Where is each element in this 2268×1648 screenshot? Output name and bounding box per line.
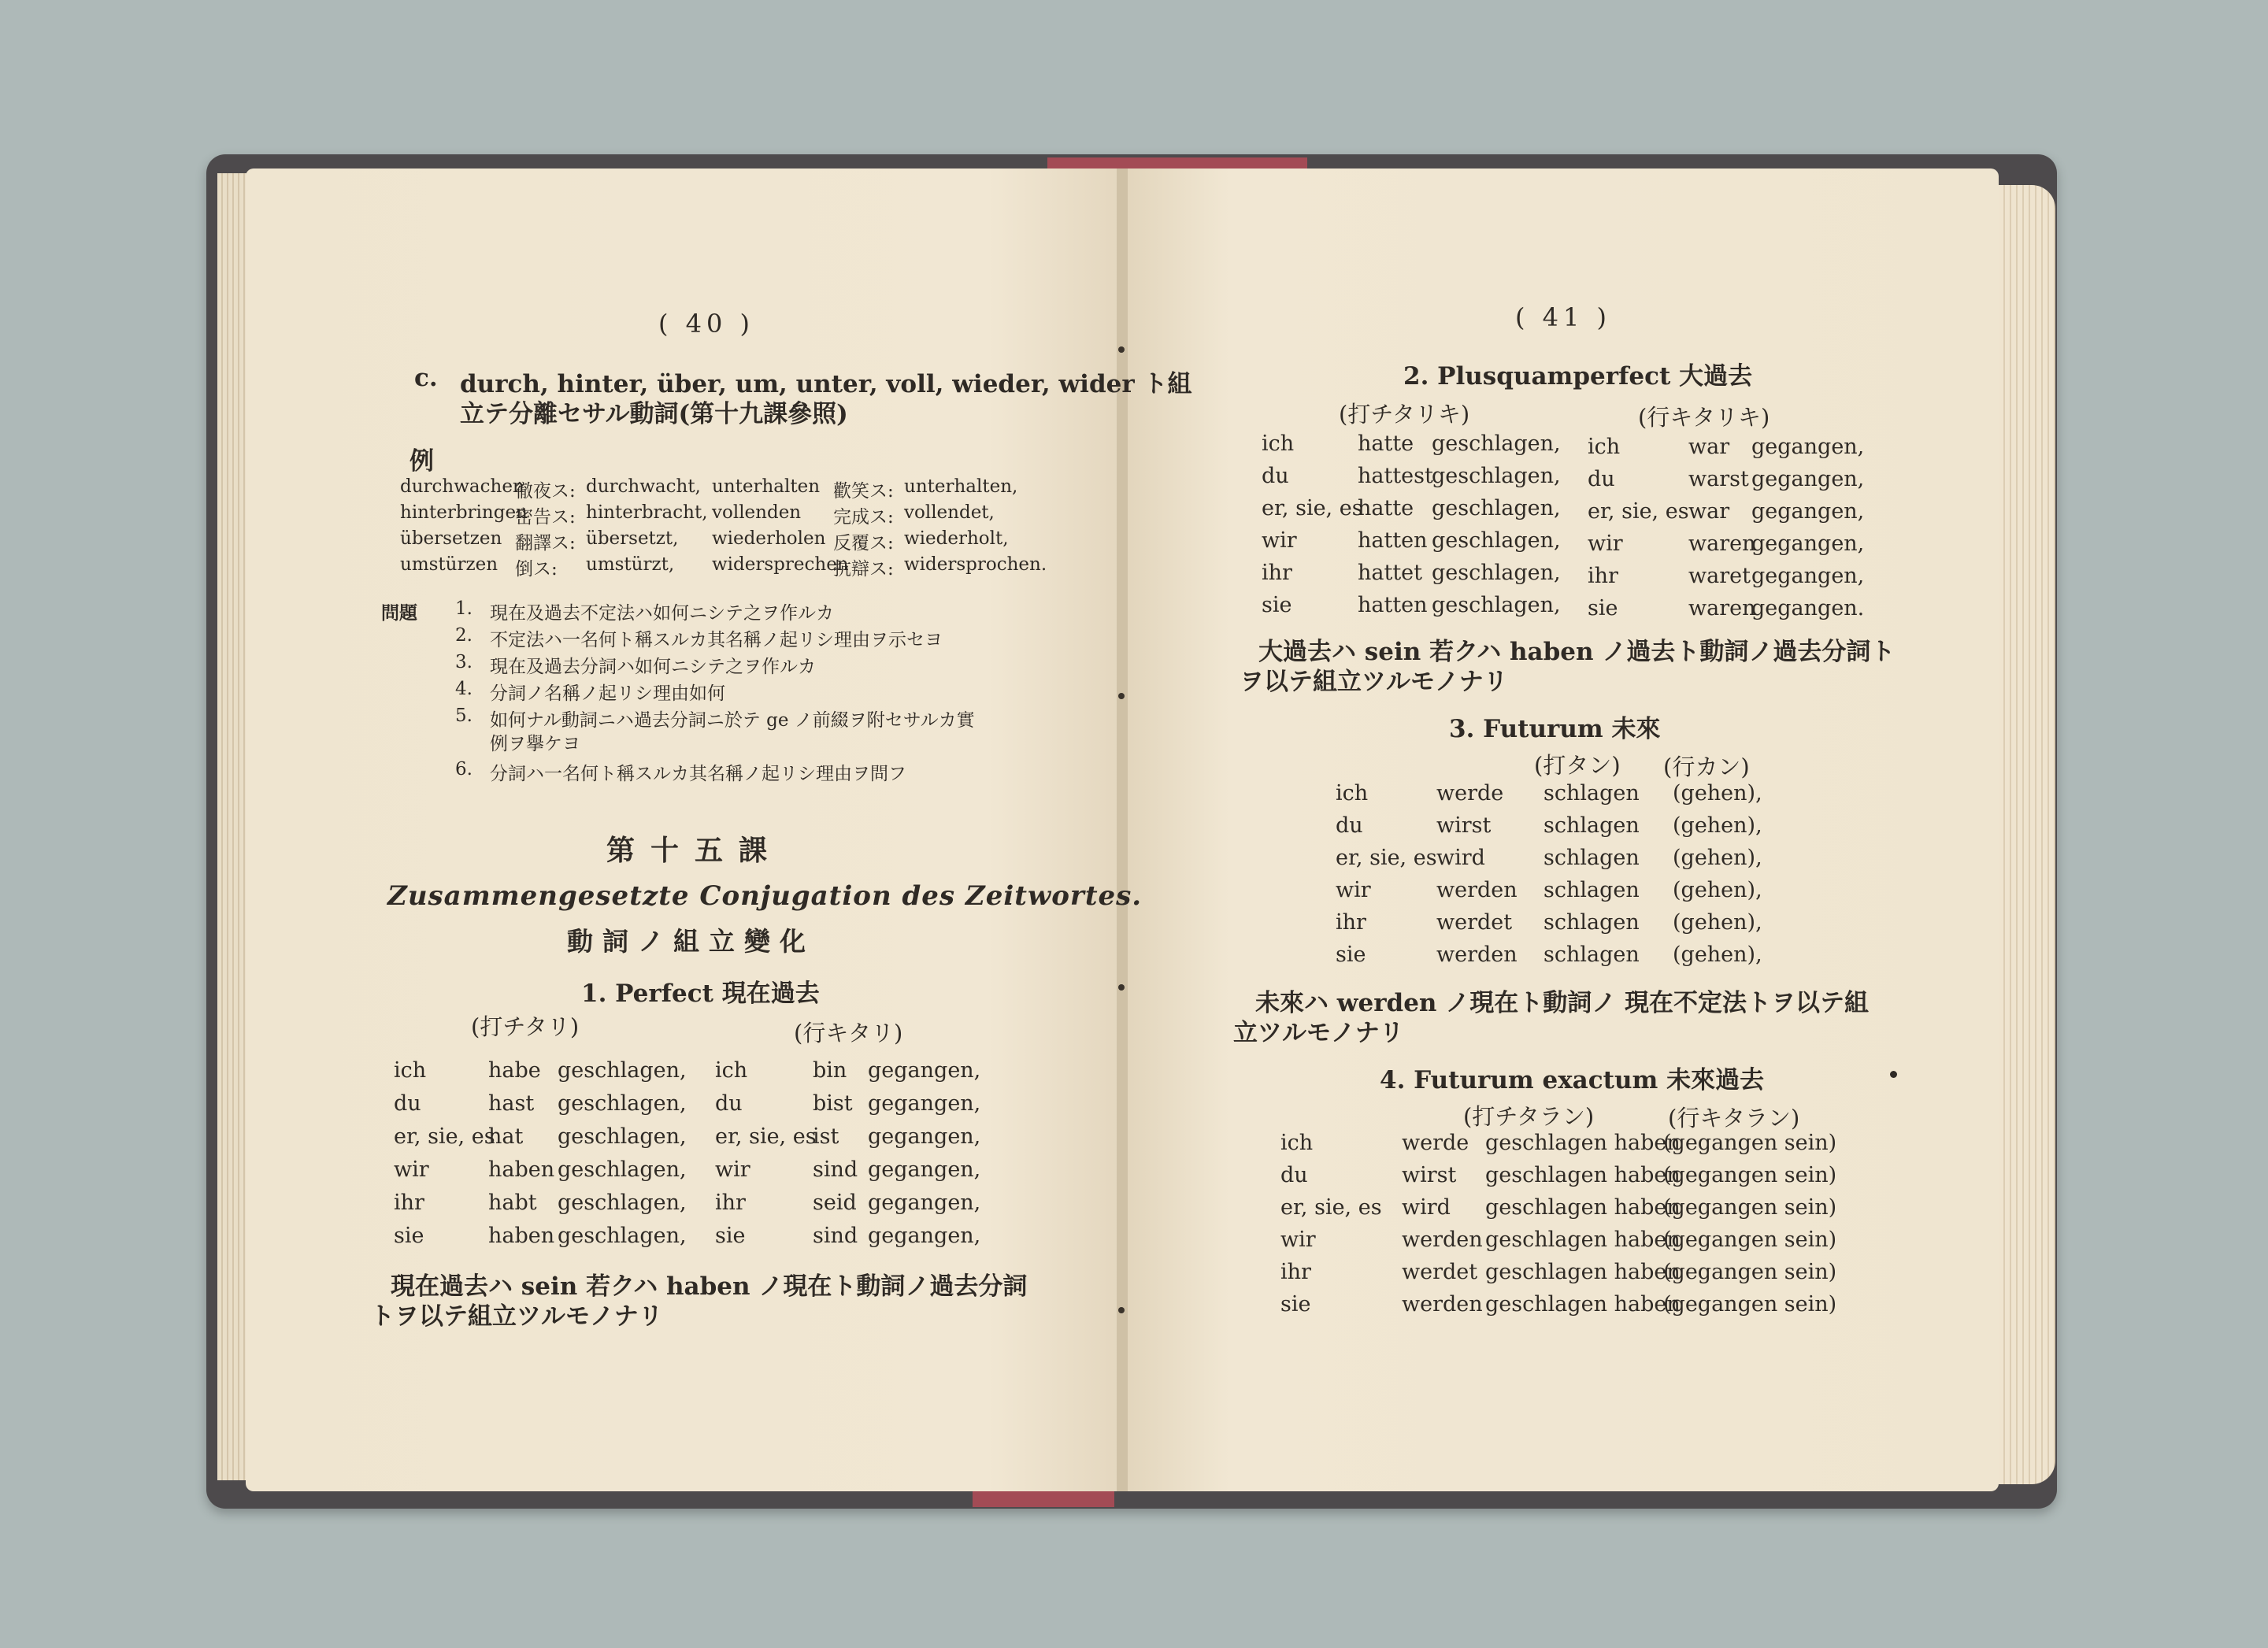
conj-participle: geschlagen,: [1432, 593, 1561, 617]
conj-pronoun: wir: [1280, 1228, 1316, 1252]
question-number: 4.: [455, 679, 472, 699]
example-meaning: 抗辯ス:: [833, 559, 894, 580]
conj-pronoun: wir: [715, 1157, 750, 1182]
conj-pronoun: sie: [1280, 1292, 1311, 1317]
page-edges-left: [217, 173, 249, 1480]
example-word: wiederholen: [712, 528, 826, 549]
conj-aux: werden: [1402, 1228, 1483, 1252]
plusq-note-line1: 大過去ハ sein 若クハ haben ノ過去ト動詞ノ過去分詞ト: [1258, 638, 1896, 666]
perfect-note-line2: トヲ以テ組立ツルモノナリ: [370, 1302, 663, 1331]
conj-alt: (gegangen sein): [1663, 1292, 1837, 1317]
conj-aux: waret: [1688, 564, 1751, 588]
conj-verb: geschlagen haben: [1485, 1131, 1681, 1155]
conj-pronoun: ich: [715, 1058, 748, 1083]
stitch-hole: [1118, 693, 1125, 699]
conj-aux: wirst: [1402, 1163, 1457, 1187]
jp-title: 動詞ノ組立變化: [567, 926, 815, 957]
german-title: Zusammengesetzte Conjugation des Zeitwortes.: [387, 880, 1143, 912]
conj-verb: geschlagen haben: [1485, 1163, 1681, 1187]
question-text: 分詞ノ名稱ノ起リシ理由如何: [490, 683, 725, 704]
conj-participle: geschlagen,: [1432, 496, 1561, 520]
conj-aux: war: [1688, 435, 1730, 459]
stitch-hole: [1118, 984, 1125, 991]
conj-aux: waren: [1688, 596, 1756, 620]
plusq-heading: 2. Plusquamperfect 大過去: [1403, 362, 1753, 391]
conj-pronoun: wir: [1336, 878, 1371, 902]
futurum-sub-left: (打タン): [1534, 752, 1621, 779]
conj-pronoun: ihr: [1336, 910, 1366, 935]
question-number: 2.: [455, 625, 472, 646]
conj-aux: waren: [1688, 531, 1756, 556]
example-participle: vollendet,: [904, 502, 995, 523]
question-text: 現在及過去分詞ハ如何ニシテ之ヲ作ルカ: [490, 657, 816, 677]
conj-participle: geschlagen,: [1432, 431, 1561, 456]
conj-aux: haben: [488, 1157, 555, 1182]
example-meaning: 倒ス:: [515, 559, 558, 580]
example-participle: unterhalten,: [904, 476, 1018, 497]
conj-verb: schlagen: [1544, 781, 1640, 805]
question-number: 1.: [455, 598, 472, 619]
conj-verb: geschlagen haben: [1485, 1260, 1681, 1284]
conj-participle: gegangen,: [1751, 531, 1865, 556]
conj-pronoun: ich: [1262, 431, 1295, 456]
conj-pronoun: er, sie, es: [394, 1124, 495, 1149]
conj-aux: hatte: [1358, 431, 1414, 456]
conj-participle: geschlagen,: [558, 1224, 687, 1248]
plusq-note-line2: ヲ以テ組立ツルモノナリ: [1240, 668, 1508, 696]
conj-participle: gegangen,: [868, 1157, 981, 1182]
conj-aux: hattest: [1358, 464, 1433, 488]
conj-alt: (gehen),: [1673, 943, 1762, 967]
conj-pronoun: ich: [1280, 1131, 1314, 1155]
conj-alt: (gehen),: [1673, 910, 1762, 935]
perfect-note-line1: 現在過去ハ sein 若クハ haben ノ現在ト動詞ノ過去分詞: [391, 1272, 1028, 1301]
conj-participle: gegangen,: [868, 1224, 981, 1248]
question-text: 不定法ハ一名何ト稱スルカ其名稱ノ起リシ理由ヲ示セヨ: [490, 630, 943, 650]
example-participle: übersetzt,: [586, 528, 679, 549]
conj-aux: wird: [1436, 846, 1485, 870]
conj-aux: werden: [1436, 878, 1518, 902]
conj-verb: geschlagen haben: [1485, 1228, 1681, 1252]
example-meaning: 反覆ス:: [833, 533, 894, 554]
conj-participle: geschlagen,: [558, 1091, 687, 1116]
lesson-title: 第十五課: [606, 834, 784, 867]
futurum-sub-right: (行カン): [1663, 754, 1750, 780]
conj-alt: (gegangen sein): [1663, 1228, 1837, 1252]
plusq-sub-right: (行キタリキ): [1638, 404, 1770, 431]
conj-alt: (gegangen sein): [1663, 1163, 1837, 1187]
conj-participle: geschlagen,: [1432, 561, 1561, 585]
page-number: ( 41 ): [1515, 302, 1612, 332]
conj-aux: hatten: [1358, 593, 1428, 617]
conj-pronoun: wir: [1588, 531, 1623, 556]
conj-pronoun: er, sie, es: [1262, 496, 1363, 520]
exactum-heading: 4. Futurum exactum 未來過去: [1380, 1066, 1765, 1094]
conj-aux: bist: [813, 1091, 853, 1116]
conj-alt: (gehen),: [1673, 846, 1762, 870]
conj-pronoun: er, sie, es: [715, 1124, 817, 1149]
example-meaning: 翻譯ス:: [515, 533, 576, 554]
section-c-line2: 立テ分離セサル動詞(第十九課參照): [460, 400, 848, 428]
question-text: 分詞ハ一名何ト稱スルカ其名稱ノ起リシ理由ヲ問フ: [490, 764, 906, 784]
perfect-sub-right: (行キタリ): [794, 1020, 903, 1046]
conj-pronoun: ich: [1588, 435, 1621, 459]
example-word: durchwachen: [400, 476, 524, 497]
conj-participle: geschlagen,: [558, 1191, 687, 1215]
conj-pronoun: sie: [394, 1224, 424, 1248]
conj-aux: wird: [1402, 1195, 1451, 1220]
conj-aux: hast: [488, 1091, 535, 1116]
question-number: 6.: [455, 759, 472, 780]
conj-pronoun: wir: [1262, 528, 1297, 553]
conj-pronoun: er, sie, es: [1280, 1195, 1382, 1220]
conj-verb: geschlagen haben: [1485, 1195, 1681, 1220]
conj-verb: schlagen: [1544, 878, 1640, 902]
conj-pronoun: du: [1280, 1163, 1308, 1187]
conj-pronoun: ihr: [1262, 561, 1292, 585]
conj-participle: gegangen,: [1751, 435, 1865, 459]
conj-aux: hat: [488, 1124, 524, 1149]
conj-pronoun: du: [394, 1091, 421, 1116]
conj-participle: geschlagen,: [558, 1157, 687, 1182]
conj-alt: (gehen),: [1673, 878, 1762, 902]
example-meaning: 徹夜ス:: [515, 481, 576, 502]
conj-participle: gegangen,: [868, 1124, 981, 1149]
question-number: 5.: [455, 705, 472, 726]
example-participle: umstürzt,: [586, 554, 675, 575]
question-number: 3.: [455, 652, 472, 672]
conj-pronoun: sie: [1262, 593, 1292, 617]
page-number: ( 40 ): [658, 309, 755, 339]
example-word: umstürzen: [400, 554, 498, 575]
perfect-sub-left: (打チタリ): [471, 1013, 580, 1040]
conj-pronoun: sie: [1336, 943, 1366, 967]
question-text: 如何ナル動詞ニハ過去分詞ニ於テ ge ノ前綴ヲ附セサルカ實: [490, 710, 975, 731]
conj-participle: geschlagen,: [558, 1124, 687, 1149]
ink-dot: [1890, 1071, 1897, 1078]
conj-pronoun: er, sie, es: [1336, 846, 1437, 870]
stitch-hole: [1118, 346, 1125, 353]
conj-participle: geschlagen,: [558, 1058, 687, 1083]
conj-aux: werdet: [1402, 1260, 1478, 1284]
example-word: vollenden: [712, 502, 802, 523]
conj-aux: wirst: [1436, 813, 1492, 838]
example-word: hinterbringen: [400, 502, 528, 523]
conj-aux: hatten: [1358, 528, 1428, 553]
questions-label: 問題: [381, 602, 417, 624]
question-text: 現在及過去不定法ハ如何ニシテ之ヲ作ルカ: [490, 603, 834, 624]
futurum-note-line2: 立ツルモノナリ: [1233, 1019, 1404, 1047]
conj-aux: hattet: [1358, 561, 1423, 585]
conj-aux: habe: [488, 1058, 541, 1083]
example-word: widersprechen: [712, 554, 849, 575]
conj-pronoun: ich: [1336, 781, 1369, 805]
conj-alt: (gehen),: [1673, 781, 1762, 805]
conj-verb: schlagen: [1544, 910, 1640, 935]
conj-aux: seid: [813, 1191, 857, 1215]
conj-pronoun: ihr: [1588, 564, 1618, 588]
example-participle: durchwacht,: [586, 476, 701, 497]
conj-aux: werden: [1402, 1292, 1483, 1317]
conj-aux: werdet: [1436, 910, 1513, 935]
conj-aux: ist: [813, 1124, 839, 1149]
conj-aux: sind: [813, 1224, 858, 1248]
conj-pronoun: ihr: [394, 1191, 424, 1215]
conj-pronoun: du: [1588, 467, 1615, 491]
conj-pronoun: er, sie, es: [1588, 499, 1689, 524]
question-text: 例ヲ擧ケヨ: [490, 734, 580, 754]
conj-verb: schlagen: [1544, 813, 1640, 838]
page-edges-right: [1992, 185, 2055, 1484]
example-participle: widersprochen.: [904, 554, 1047, 575]
conj-participle: gegangen,: [1751, 467, 1865, 491]
conj-alt: (gegangen sein): [1663, 1260, 1837, 1284]
conj-aux: war: [1688, 499, 1730, 524]
futurum-note-line1: 未來ハ werden ノ現在ト動詞ノ 現在不定法トヲ以テ組: [1255, 989, 1870, 1017]
conj-aux: sind: [813, 1157, 858, 1182]
example-word: übersetzen: [400, 528, 502, 549]
example-participle: hinterbracht,: [586, 502, 708, 523]
example-meaning: 密告ス:: [515, 507, 576, 528]
conj-aux: habt: [488, 1191, 537, 1215]
conj-pronoun: wir: [394, 1157, 429, 1182]
plusq-sub-left: (打チタリキ): [1339, 401, 1470, 428]
example-label: 例: [410, 447, 434, 476]
conj-participle: gegangen,: [1751, 564, 1865, 588]
conj-pronoun: sie: [715, 1224, 746, 1248]
example-meaning: 歡笑ス:: [833, 481, 894, 502]
conj-pronoun: ich: [394, 1058, 427, 1083]
conj-pronoun: du: [715, 1091, 743, 1116]
section-c-line1: durch, hinter, über, um, unter, voll, wieder, wider ト組: [460, 370, 1192, 398]
exactum-sub-right: (行キタラン): [1668, 1105, 1800, 1131]
example-word: unterhalten: [712, 476, 821, 497]
conj-aux: werde: [1436, 781, 1504, 805]
example-meaning: 完成ス:: [833, 507, 894, 528]
conj-pronoun: du: [1336, 813, 1363, 838]
conj-alt: (gegangen sein): [1663, 1131, 1837, 1155]
conj-verb: schlagen: [1544, 846, 1640, 870]
conj-pronoun: du: [1262, 464, 1289, 488]
conj-aux: werden: [1436, 943, 1518, 967]
perfect-heading: 1. Perfect 現在過去: [581, 980, 820, 1008]
conj-participle: gegangen,: [868, 1091, 981, 1116]
section-c-label: c.: [414, 364, 438, 392]
conj-participle: geschlagen,: [1432, 464, 1561, 488]
example-participle: wiederholt,: [904, 528, 1009, 549]
stitch-hole: [1118, 1307, 1125, 1313]
exactum-sub-left: (打チタラン): [1463, 1103, 1595, 1130]
conj-participle: gegangen,: [868, 1191, 981, 1215]
conj-alt: (gegangen sein): [1663, 1195, 1837, 1220]
conj-aux: werde: [1402, 1131, 1469, 1155]
conj-verb: geschlagen haben: [1485, 1292, 1681, 1317]
conj-participle: gegangen,: [868, 1058, 981, 1083]
futurum-heading: 3. Futurum 未來: [1449, 715, 1661, 743]
conj-participle: geschlagen,: [1432, 528, 1561, 553]
conj-aux: haben: [488, 1224, 555, 1248]
conj-aux: warst: [1688, 467, 1749, 491]
conj-participle: gegangen.: [1751, 596, 1865, 620]
conj-pronoun: ihr: [715, 1191, 746, 1215]
conj-alt: (gehen),: [1673, 813, 1762, 838]
conj-pronoun: ihr: [1280, 1260, 1311, 1284]
conj-participle: gegangen,: [1751, 499, 1865, 524]
conj-aux: hatte: [1358, 496, 1414, 520]
conj-verb: schlagen: [1544, 943, 1640, 967]
conj-aux: bin: [813, 1058, 847, 1083]
conj-pronoun: sie: [1588, 596, 1618, 620]
